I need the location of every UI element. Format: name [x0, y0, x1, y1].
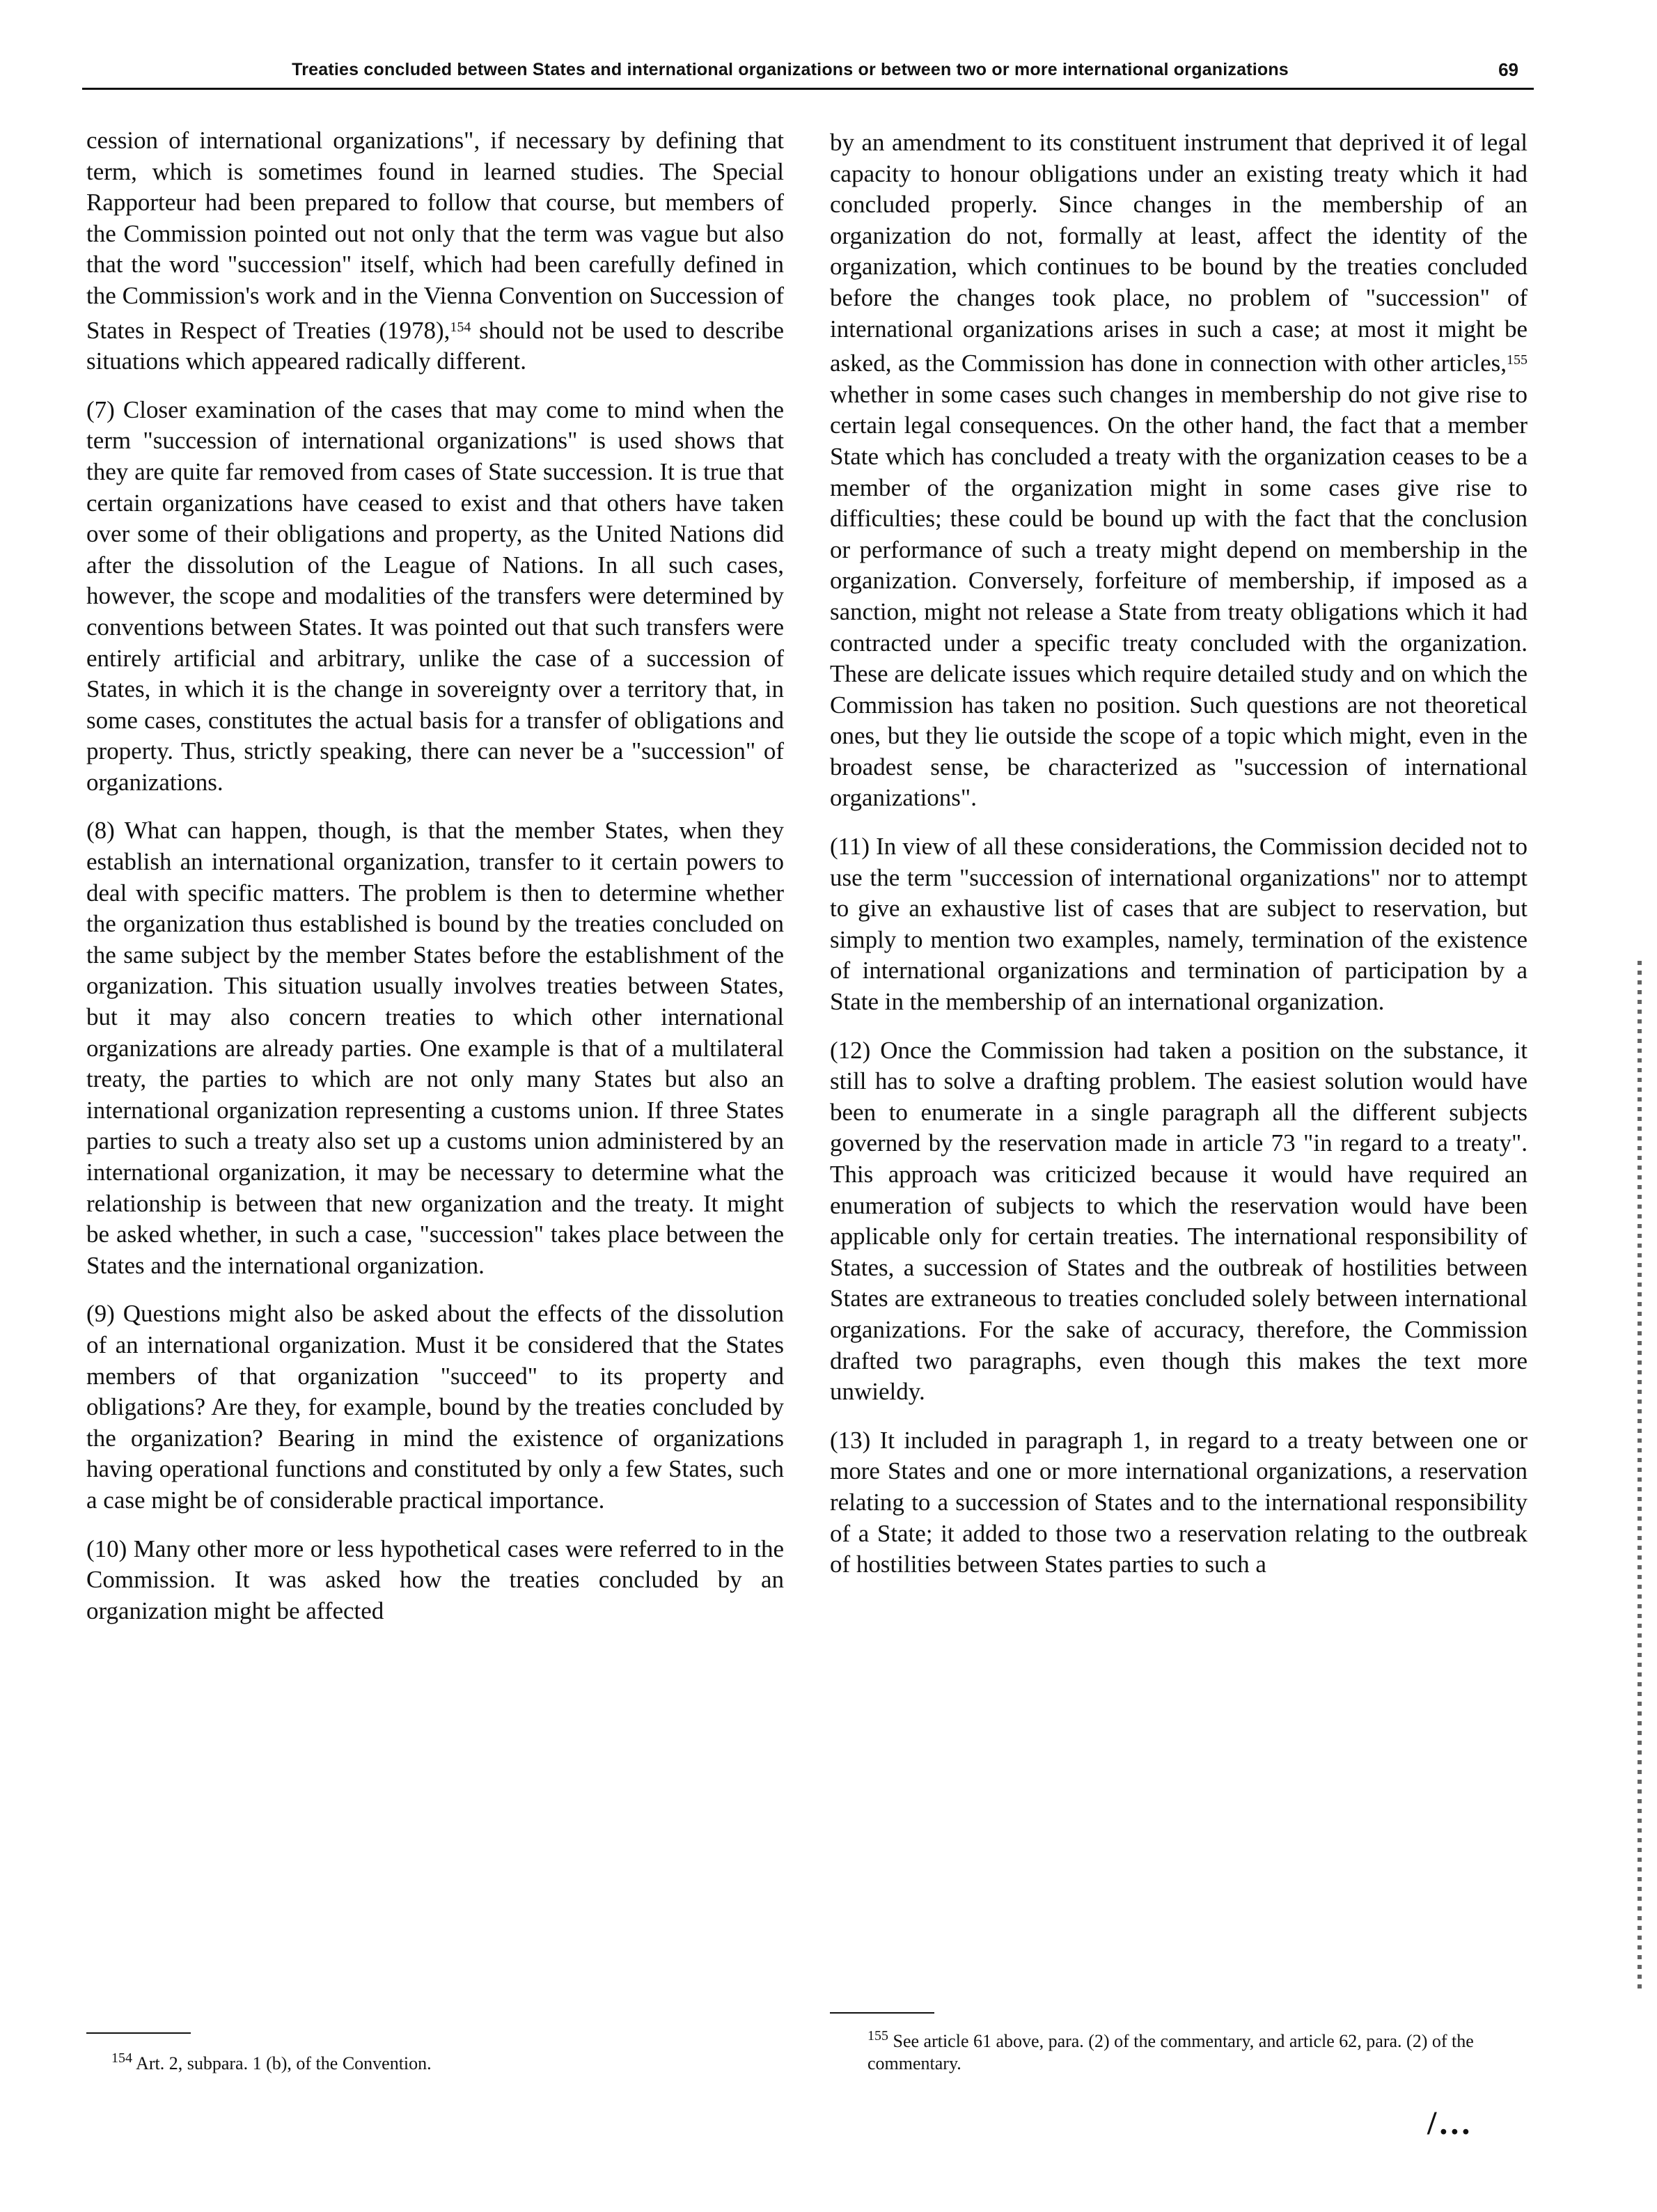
continuation-mark: /...	[1427, 2105, 1473, 2142]
footnote-rule-right	[830, 2012, 934, 2014]
footnote-154	[111, 2047, 738, 2075]
paragraph-text: cession of international organizations", if necessary by defining that term, which is sometimes found in learned studies. The Special Rapporteur had been prepared to follow that course, but members of the Commission pointed out not only that the term was vague but also that the word "succession" itself, which had been carefully defined in the Commission's work and in the Vienna Convention on Succession of States in Respect of Treaties (1978),	[86, 127, 784, 344]
header-title: Treaties concluded between States and international organizations or between two or more international organizations	[292, 59, 1289, 79]
page-number: 69	[1498, 58, 1518, 80]
footnote-text: See article 61 above, para. (2) of the commentary, and article 62, para. (2) of the commentary.	[867, 2031, 1474, 2073]
paragraph-10-continuation	[830, 127, 1528, 814]
footnote-marker: 154	[111, 2050, 132, 2066]
left-column	[86, 125, 784, 1644]
paragraph-8: (8) What can happen, though, is that the member States, when they establish an international organization, transfer to it certain powers to deal with specific matters. The problem is then to determine whether the organization thus established is bound by the treaties concluded on the same subject by the member States before the establishment of the organization. This situation usually involves treaties between States, but it may also concern treaties to which other international organizations are already parties. One example is that of a multilateral treaty, the parties to which are not only many States but also an international organization representing a customs union. If three States parties to such a treaty also set up a customs union administered by an international organization, it may be necessary to determine what the relationship is between that new organization and the treaty. It might be asked whether, in such a case, "succession" takes place between the States and the international organization.	[86, 817, 784, 1279]
footnote-text: Art. 2, subpara. 1 (b), of the Convention.	[132, 2053, 432, 2073]
right-column	[830, 127, 1528, 1598]
paragraph-10: (10) Many other more or less hypothetical cases were referred to in the Commission. It was asked how the treaties concluded by an organization might be affected	[86, 1535, 784, 1624]
paragraph-text: whether in some cases such changes in membership do not give rise to certain legal consequences. On the other hand, the fact that a member State which has concluded a treaty with the organization ceases to be a member of the organization might in some cases give rise to difficulties; these could be bound up with the fact that the conclusion or performance of such a treaty might depend on membership in the organization. Conversely, forfeiture of membership, if imposed as a sanction, might not release a State from treaty obligations which it had contracted under a specific treaty concluded with the organization. These are delicate issues which require detailed study and on which the Commission has taken no position. Such questions are not theoretical ones, but they lie outside the scope of a topic which might, even in the broadest sense, be characterized as "succession of international organizations".	[830, 380, 1528, 812]
paragraph-text: should not be used to describe situations which appeared radically different.	[86, 316, 784, 375]
footnote-155	[867, 2025, 1525, 2075]
footnote-marker: 155	[867, 2028, 888, 2044]
footnote-ref-154: 154	[450, 319, 471, 335]
footnote-ref-155: 155	[1507, 352, 1528, 368]
paragraph-9: (9) Questions might also be asked about the effects of the dissolution of an international organization. Must it be considered that the States members of that organization "succeed" to its property and obligations? Are they, for example, bound by the treaties concluded by the organization? Bearing in mind the existence of organizations having operational functions and constituted by only a few States, such a case might be of considerable practical importance.	[86, 1300, 784, 1514]
scan-edge-artifact	[1638, 961, 1642, 1991]
footnote-rule-left	[86, 2032, 191, 2034]
running-header	[82, 52, 1534, 90]
paragraph-13: (13) It included in paragraph 1, in regard to a treaty between one or more States and one or more international organizations, a reservation relating to a succession of States and to the international responsibility of a State; it added to those two a reservation relating to the outbreak of hostilities between States parties to such a	[830, 1426, 1528, 1578]
paragraph-7: (7) Closer examination of the cases that may come to mind when the term "succession of international organizations" is used shows that they are quite far removed from cases of State succession. It is true that certain organizations have ceased to exist and that others have taken over some of their obligations and property, as the United Nations did after the dissolution of the League of Nations. In all such cases, however, the scope and modalities of the transfers were determined by conventions between States. It was pointed out that such transfers were entirely artificial and arbitrary, unlike the case of a succession of States, in which it is the change in sovereignty over a territory that, in some cases, constitutes the actual basis for a transfer of obligations and property. Thus, strictly speaking, there can never be a "succession" of organizations.	[86, 395, 784, 796]
paragraph-11: (11) In view of all these considerations, the Commission decided not to use the term "succession of international organizations" nor to attempt to give an exhaustive list of cases that are subject to reservation, but simply to mention two examples, namely, termination of the existence of international organizations and termination of participation by a State in the membership of an international organization.	[830, 833, 1528, 1016]
paragraph-6-continuation	[86, 125, 784, 377]
paragraph-text: by an amendment to its constituent instrument that deprived it of legal capacity to honour obligations under an existing treaty which it had concluded properly. Since changes in the membership of an organization do not, formally at least, affect the identity of the organization, which continues to be bound by the treaties concluded before the changes took place, no problem of "succession" of international organizations arises in such a case; at most it might be asked, as the Commission has done in connection with other articles,	[830, 129, 1528, 377]
paragraph-12: (12) Once the Commission had taken a position on the substance, it still has to solve a drafting problem. The easiest solution would have been to enumerate in a single paragraph all the different subjects governed by the reservation made in article 73 "in regard to a treaty". This approach was criticized because it would have required an enumeration of subjects to which the reservation would have been applicable only for certain treaties. The international responsibility of States, a succession of States and the outbreak of hostilities between States are extraneous to treaties concluded solely between international organizations. For the sake of accuracy, therefore, the Commission drafted two paragraphs, even though this makes the text more unwieldy.	[830, 1036, 1528, 1406]
